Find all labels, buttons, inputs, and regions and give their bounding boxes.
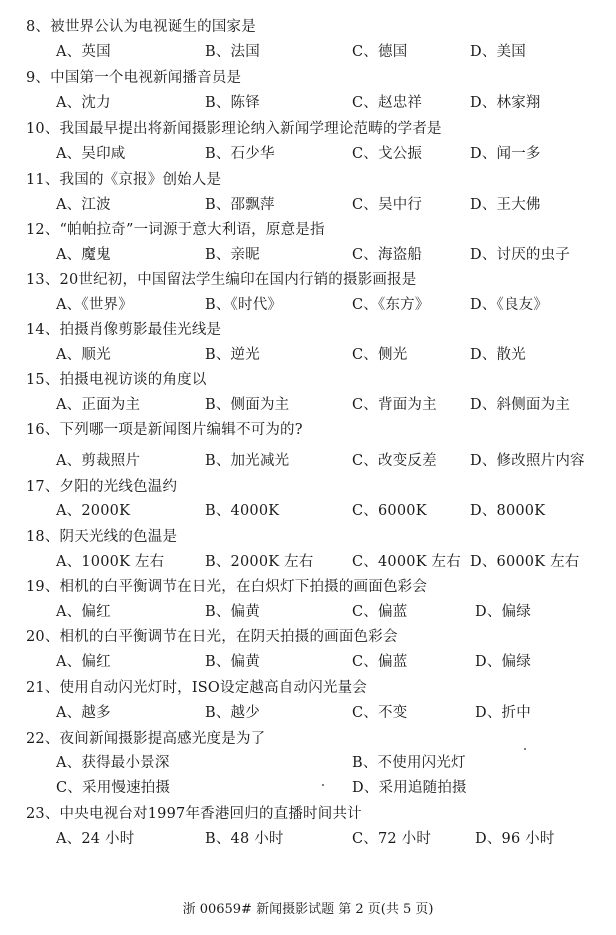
- option-d: D、偏绿: [475, 604, 531, 620]
- option-d: D、偏绿: [475, 654, 531, 670]
- option-a: A、江波: [56, 197, 111, 213]
- option-a: A、《世界》: [56, 297, 133, 313]
- option-c: C、改变反差: [352, 453, 437, 469]
- option-b: B、陈铎: [205, 95, 260, 111]
- option-b: B、4000K: [205, 503, 280, 519]
- question-stem: 18、阴天光线的色温是: [26, 529, 178, 545]
- option-d: D、散光: [470, 347, 526, 363]
- option-c: C、侧光: [352, 347, 408, 363]
- option-b: B、亲昵: [205, 247, 260, 263]
- question-stem: 17、夕阳的光线色温约: [26, 479, 178, 495]
- question-stem: 8、被世界公认为电视诞生的国家是: [26, 19, 256, 35]
- option-a: A、吴印咸: [56, 146, 126, 162]
- option-d: D、林家翔: [470, 95, 541, 111]
- question-stem: 11、我国的《京报》创始人是: [26, 172, 222, 188]
- question-stem: 15、拍摄电视访谈的角度以: [26, 372, 207, 388]
- option-a: A、魔鬼: [56, 247, 111, 263]
- option-a: A、英国: [56, 44, 111, 60]
- option-c: C、戈公振: [352, 146, 423, 162]
- question-stem: 22、夜间新闻摄影提高感光度是为了: [26, 731, 266, 747]
- question-stem: 9、中国第一个电视新闻播音员是: [26, 70, 242, 86]
- option-d: D、斜侧面为主: [470, 397, 571, 413]
- option-b: B、2000K 左右: [205, 554, 314, 570]
- question-stem: 10、我国最早提出将新闻摄影理论纳入新闻学理论范畴的学者是: [26, 121, 442, 137]
- option-b: B、加光减光: [205, 453, 290, 469]
- option-d: D、美国: [470, 44, 526, 60]
- question-stem: 14、拍摄肖像剪影最佳光线是: [26, 322, 222, 338]
- option-b: B、越少: [205, 705, 260, 721]
- page-footer: 浙 00659# 新闻摄影试题 第 2 页(共 5 页): [182, 902, 434, 917]
- question-stem: 21、使用自动闪光灯时，ISO设定越高自动闪光量会: [26, 680, 367, 696]
- option-b: B、逆光: [205, 347, 260, 363]
- option-b: B、法国: [205, 44, 260, 60]
- option-a: A、偏红: [56, 604, 111, 620]
- option-d: D、96 小时: [475, 831, 555, 847]
- option-b: B、《时代》: [205, 297, 283, 313]
- option-c: C、偏蓝: [352, 654, 408, 670]
- option-c: C、6000K: [352, 503, 427, 519]
- option-b: B、偏黄: [205, 604, 260, 620]
- option-c: C、德国: [352, 44, 408, 60]
- option-b: B、邵飘萍: [205, 197, 275, 213]
- option-d: D、修改照片内容: [470, 453, 585, 469]
- option-c: C、吴中行: [352, 197, 423, 213]
- option-c: C、偏蓝: [352, 604, 408, 620]
- option-a: A、2000K: [56, 503, 131, 519]
- option-a: A、24 小时: [56, 831, 135, 847]
- option-c: C、海盗船: [352, 247, 423, 263]
- option-d: D、采用追随拍摄: [352, 780, 467, 796]
- option-d: D、讨厌的虫子: [470, 247, 571, 263]
- option-d: D、折中: [475, 705, 531, 721]
- option-a: A、偏红: [56, 654, 111, 670]
- question-stem: 23、中央电视台对1997年香港回归的直播时间共计: [26, 806, 362, 822]
- option-a: A、剪裁照片: [56, 453, 141, 469]
- option-d: D、8000K: [470, 503, 546, 519]
- option-a: A、获得最小景深: [56, 755, 170, 771]
- option-a: A、越多: [56, 705, 111, 721]
- option-a: A、1000K 左右: [56, 554, 165, 570]
- option-c: C、不变: [352, 705, 408, 721]
- option-b: B、侧面为主: [205, 397, 290, 413]
- option-a: A、顺光: [56, 347, 111, 363]
- option-b: B、不使用闪光灯: [352, 755, 466, 771]
- option-c: C、72 小时: [352, 831, 432, 847]
- question-stem: 20、相机的白平衡调节在日光，在阴天拍摄的画面色彩会: [26, 629, 398, 645]
- question-stem: 19、相机的白平衡调节在日光，在白炽灯下拍摄的画面色彩会: [26, 579, 428, 595]
- option-b: B、偏黄: [205, 654, 260, 670]
- option-c: C、《东方》: [352, 297, 430, 313]
- option-d: D、6000K 左右: [470, 554, 580, 570]
- option-b: B、石少华: [205, 146, 275, 162]
- scan-speck: [524, 748, 526, 750]
- question-stem: 16、下列哪一项是新闻图片编辑不可为的?: [26, 422, 303, 438]
- option-d: D、闻一多: [470, 146, 541, 162]
- option-d: D、王大佛: [470, 197, 541, 213]
- option-b: B、48 小时: [205, 831, 284, 847]
- question-stem: 13、20世纪初，中国留法学生编印在国内行销的摄影画报是: [26, 272, 417, 288]
- option-c: C、4000K 左右: [352, 554, 461, 570]
- option-c: C、背面为主: [352, 397, 437, 413]
- option-c: C、赵忠祥: [352, 95, 423, 111]
- option-a: A、正面为主: [56, 397, 141, 413]
- option-a: A、沈力: [56, 95, 111, 111]
- option-c: C、采用慢速拍摄: [56, 780, 171, 796]
- scan-speck: [322, 784, 324, 786]
- option-d: D、《良友》: [470, 297, 549, 313]
- question-stem: 12、“帕帕拉奇”一词源于意大利语，原意是指: [26, 222, 325, 238]
